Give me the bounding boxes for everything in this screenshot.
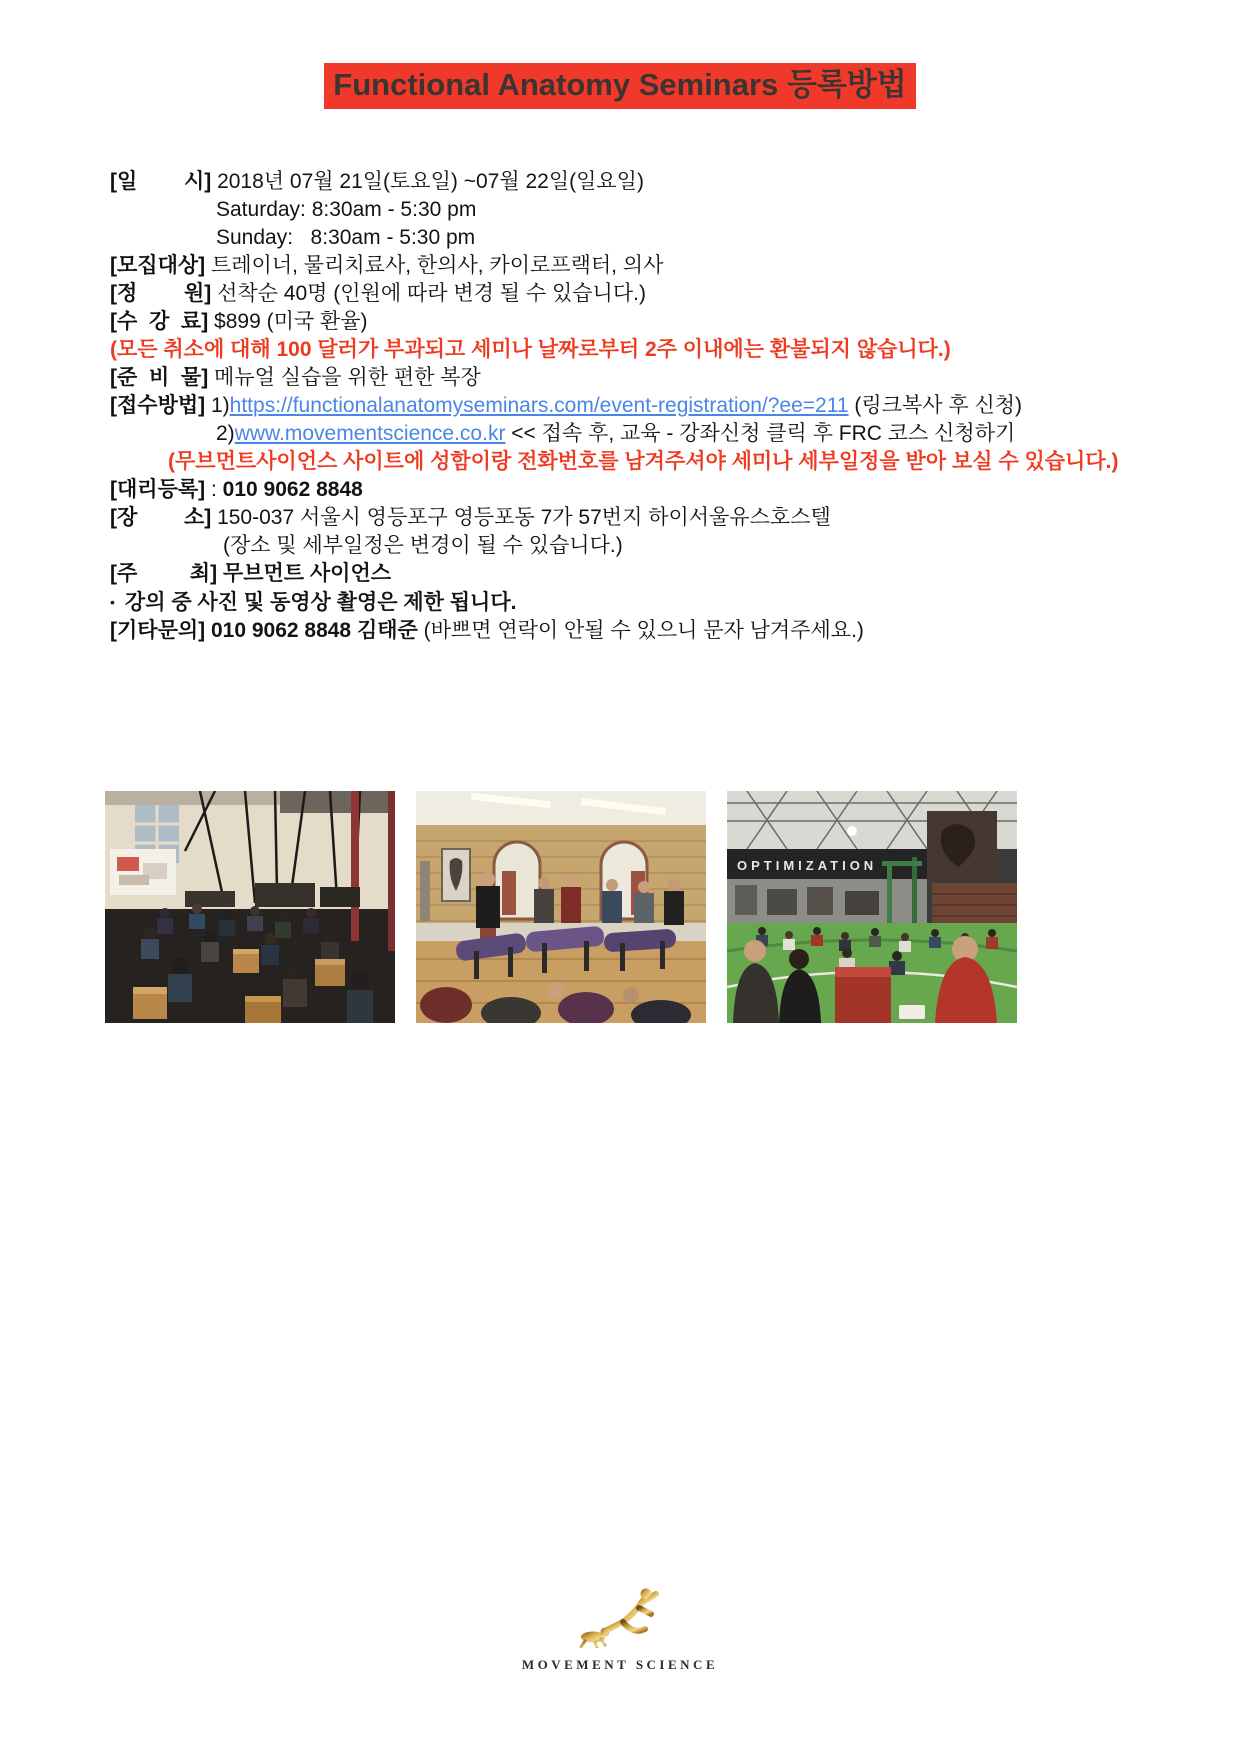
registration-label: [접수방법] <box>110 393 206 417</box>
target-text: 트레이너, 물리치료사, 한의사, 카이로프랙터, 의사 <box>210 253 664 277</box>
banner-text: OPTIMIZATION <box>737 857 878 873</box>
fee-label: [수 강 료] <box>110 309 209 333</box>
contact-phone-name: 010 9062 8848 김태준 <box>205 618 418 642</box>
section-fee <box>110 308 1200 336</box>
section-registration <box>110 392 1200 420</box>
section-venue <box>110 504 1200 532</box>
datetime-label: [일 시] <box>110 169 212 193</box>
photo-gym-seminar-1 <box>105 791 395 1023</box>
section-contact <box>110 617 1200 645</box>
registration-link-2[interactable]: www.movementscience.co.kr <box>234 421 506 445</box>
venue-note: (장소 및 세부일정은 변경이 될 수 있습니다.) <box>223 533 623 557</box>
flyer-body <box>110 168 1200 1023</box>
datetime-sunday: Sunday: 8:30am - 5:30 pm <box>216 225 476 249</box>
proxy-phone: 010 9062 8848 <box>222 477 363 501</box>
registration-notice: (무브먼트사이언스 사이트에 성함이랑 전화번호를 남겨주셔야 세미나 세부일정을 받아 보실 수 있습니다.) <box>168 449 1119 473</box>
contact-label: [기타문의] <box>110 618 206 642</box>
page-title: Functional Anatomy Seminars 등록방법 <box>324 63 915 109</box>
materials-text: 메뉴얼 실습을 위한 편한 복장 <box>214 365 481 389</box>
photo-gym-seminar-2-graphic <box>416 791 706 1023</box>
photo-row <box>105 791 1200 1023</box>
footer-logo <box>0 1586 1240 1673</box>
cancellation-notice: (모든 취소에 대해 100 달러가 부과되고 세미나 날짜로부터 2주 이내에는 환불되지 않습니다.) <box>110 337 951 361</box>
host-label: [주 최] <box>110 561 218 585</box>
section-capacity <box>110 280 1200 308</box>
photo-gym-seminar-3 <box>727 791 1017 1023</box>
registration-item2 <box>110 420 1200 448</box>
target-label: [모집대상] <box>110 253 206 277</box>
section-datetime <box>110 168 1200 196</box>
registration-item1-suffix: (링크복사 후 신청) <box>848 393 1023 417</box>
section-host <box>110 560 1200 588</box>
photo-gym-seminar-3-graphic <box>727 791 1017 1023</box>
proxy-separator: : <box>205 477 223 501</box>
section-proxy-registration <box>110 476 1200 504</box>
venue-label: [장 소] <box>110 505 212 529</box>
photo-gym-seminar-2 <box>416 791 706 1023</box>
capacity-label: [정 원] <box>110 281 212 305</box>
materials-label: [준 비 물] <box>110 365 209 389</box>
restriction-line <box>110 588 1200 617</box>
logo-brand-text: MOVEMENT SCIENCE <box>521 1657 719 1672</box>
datetime-saturday: Saturday: 8:30am - 5:30 pm <box>216 197 477 221</box>
photo-gym-seminar-1-graphic <box>105 791 395 1023</box>
datetime-text: 2018년 07월 21일(토요일) ~07월 22일(일요일) <box>217 169 644 193</box>
movement-science-runner-icon <box>555 1586 685 1648</box>
registration-item2-prefix: 2) <box>216 421 235 445</box>
host-text: 무브먼트 사이언스 <box>222 561 392 585</box>
restriction-text: 강의 중 사진 및 동영상 촬영은 제한 됩니다. <box>124 590 517 614</box>
capacity-text: 선착순 40명 (인원에 따라 변경 될 수 있습니다.) <box>217 281 646 305</box>
section-target <box>110 252 1200 280</box>
proxy-label: [대리등록] <box>110 477 206 501</box>
venue-text: 150-037 서울시 영등포구 영등포동 7가 57번지 하이서울유스호스텔 <box>217 505 831 529</box>
bullet-icon: • <box>110 593 115 610</box>
section-materials <box>110 364 1200 392</box>
title-row <box>0 0 1240 109</box>
contact-note: (바쁘면 연락이 안될 수 있으니 문자 남겨주세요.) <box>417 618 864 642</box>
registration-item2-suffix: << 접속 후, 교육 - 강좌신청 클릭 후 FRC 코스 신청하기 <box>505 421 1016 445</box>
registration-item1-prefix: 1) <box>210 393 230 417</box>
fee-text: $899 (미국 환율) <box>214 309 368 333</box>
registration-link-1[interactable]: https://functionalanatomyseminars.com/event-registration/?ee=211 <box>229 393 849 417</box>
